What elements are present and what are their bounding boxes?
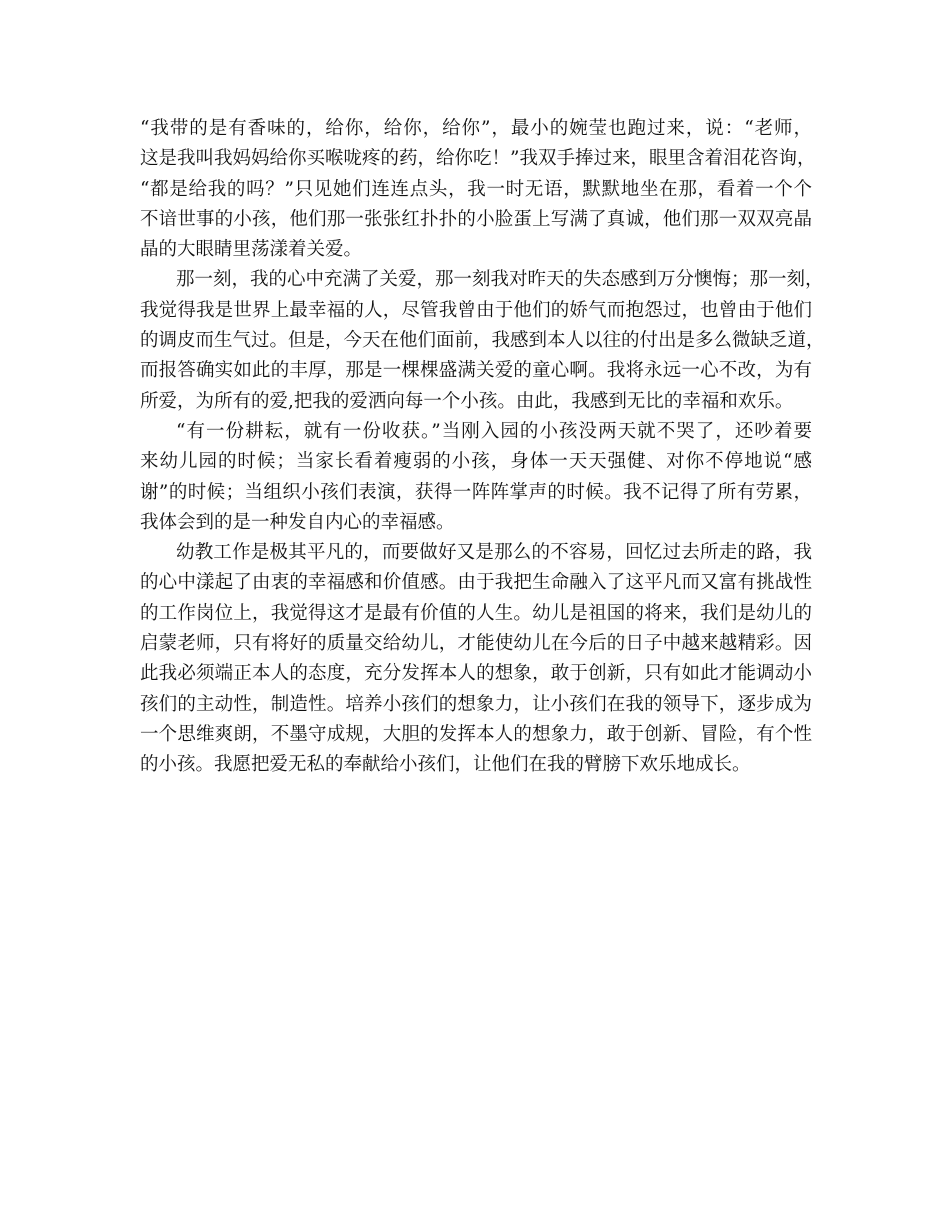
text-line: 所爱，为所有的爱,把我的爱洒向每一个小孩。由此，我感到无比的幸福和欢乐。 <box>140 390 794 412</box>
paragraph-first-line: 那一刻，我的心中充满了关爱，那一刻我对昨天的失态感到万分懊悔；那一刻， <box>176 269 824 291</box>
paragraph-first-line: 幼教工作是极其平凡的，而要做好又是那么的不容易，回忆过去所走的路，我 <box>176 542 812 564</box>
text-line: 的工作岗位上，我觉得这才是最有价值的人生。幼儿是祖国的将来，我们是幼儿的 <box>140 602 812 624</box>
text-line: “我带的是有香味的，给你，给你，给你”，最小的婉莹也跑过来，说：“老师， <box>140 118 812 139</box>
text-line: 一个思维爽朗，不墨守成规，大胆的发挥本人的想象力，敢于创新、冒险，有个性 <box>140 723 812 745</box>
text-line: 的心中漾起了由衷的幸福感和价值感。由于我把生命融入了这平凡而又富有挑战性 <box>140 572 812 594</box>
text-line: 的小孩。我愿把爱无私的奉献给小孩们，让他们在我的臂膀下欢乐地成长。 <box>140 754 751 776</box>
text-line: 谢”的时候；当组织小孩们表演，获得一阵阵掌声的时候。我不记得了所有劳累， <box>140 481 812 503</box>
text-line: “都是给我的吗？”只见她们连连点头，我一时无语，默默地坐在那，看着一个个 <box>140 178 812 200</box>
text-line: 晶的大眼睛里荡漾着关爱。 <box>140 239 363 261</box>
text-line: 来幼儿园的时候；当家长看着瘦弱的小孩，身体一天天强健、对你不停地说“感 <box>140 451 812 473</box>
text-line: 我体会到的是一种发自内心的幸福感。 <box>140 511 455 533</box>
text-line: 不谙世事的小孩，他们那一张张红扑扑的小脸蛋上写满了真诚，他们那一双双亮晶 <box>140 208 812 230</box>
text-line: 而报答确实如此的丰厚，那是一棵棵盛满关爱的童心啊。我将永远一心不改，为有 <box>140 360 812 382</box>
paragraph-first-line: “有一份耕耘，就有一份收获。”当刚入园的小孩没两天就不哭了，还吵着要 <box>176 420 812 442</box>
text-line: 此我必须端正本人的态度，充分发挥本人的想象，敢于创新，只有如此才能调动小 <box>140 663 812 685</box>
body-text <box>140 114 825 781</box>
text-line: 孩们的主动性，制造性。培养小孩们的想象力，让小孩们在我的领导下，逐步成为 <box>140 693 812 715</box>
text-line: 我觉得我是世界上最幸福的人，尽管我曾由于他们的娇气而抱怨过，也曾由于他们 <box>140 299 812 321</box>
text-line: 启蒙老师，只有将好的质量交给幼儿，才能使幼儿在今后的日子中越来越精彩。因 <box>140 633 812 655</box>
text-line: 的调皮而生气过。但是，今天在他们面前，我感到本人以往的付出是多么微缺乏道， <box>140 330 825 352</box>
text-line: 这是我叫我妈妈给你买喉咙疼的药，给你吃！”我双手捧过来，眼里含着泪花咨询， <box>140 148 816 170</box>
